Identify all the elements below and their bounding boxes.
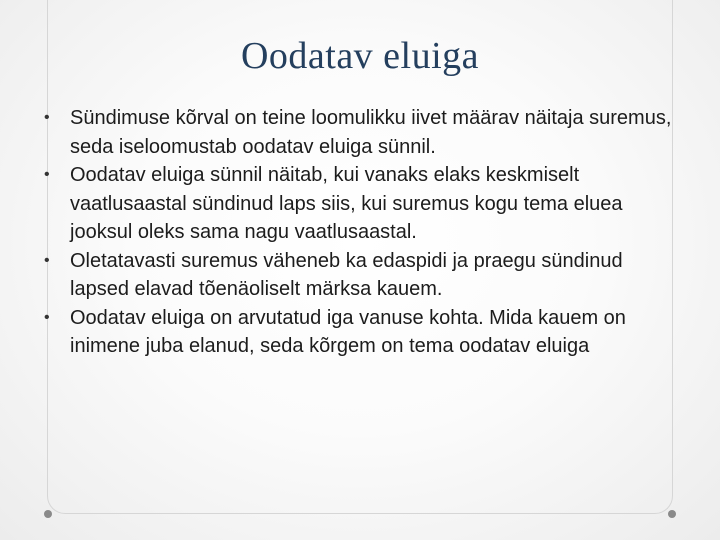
frame-corner-dot-right <box>668 510 676 518</box>
bullet-dot-icon: • <box>44 166 50 183</box>
bullet-item <box>44 247 684 304</box>
bullet-item <box>44 161 684 247</box>
slide-title: Oodatav eluiga <box>240 35 480 77</box>
bullet-list <box>44 104 684 361</box>
bullet-text: Oodatav eluiga sünnil näitab, kui vanaks elaks keskmiselt vaatlusaastal sündinud laps siis, kui suremus kogu tema eluea jooksul oleks sama nagu vaatlusaastal. <box>70 164 623 243</box>
bullet-text: Sündimuse kõrval on teine loomulikku iivet määrav näitaja suremus, seda iseloomustab oodatav eluiga sünnil. <box>70 107 672 158</box>
frame-corner-dot-left <box>44 510 52 518</box>
bullet-dot-icon: • <box>44 251 50 269</box>
bullet-text: Oodatav eluiga on arvutatud iga vanuse kohta. Mida kauem on inimene juba elanud, seda kõrgem on tema oodatav eluiga <box>70 306 626 357</box>
bullet-dot-icon: • <box>44 308 50 326</box>
bullet-text: Oletatavasti suremus väheneb ka edaspidi ja praegu sündinud lapsed elavad tõenäoliselt märksa kauem. <box>70 249 623 300</box>
bullet-item <box>44 304 684 361</box>
bullet-item <box>44 104 684 161</box>
bullet-dot-icon: • <box>44 109 50 126</box>
